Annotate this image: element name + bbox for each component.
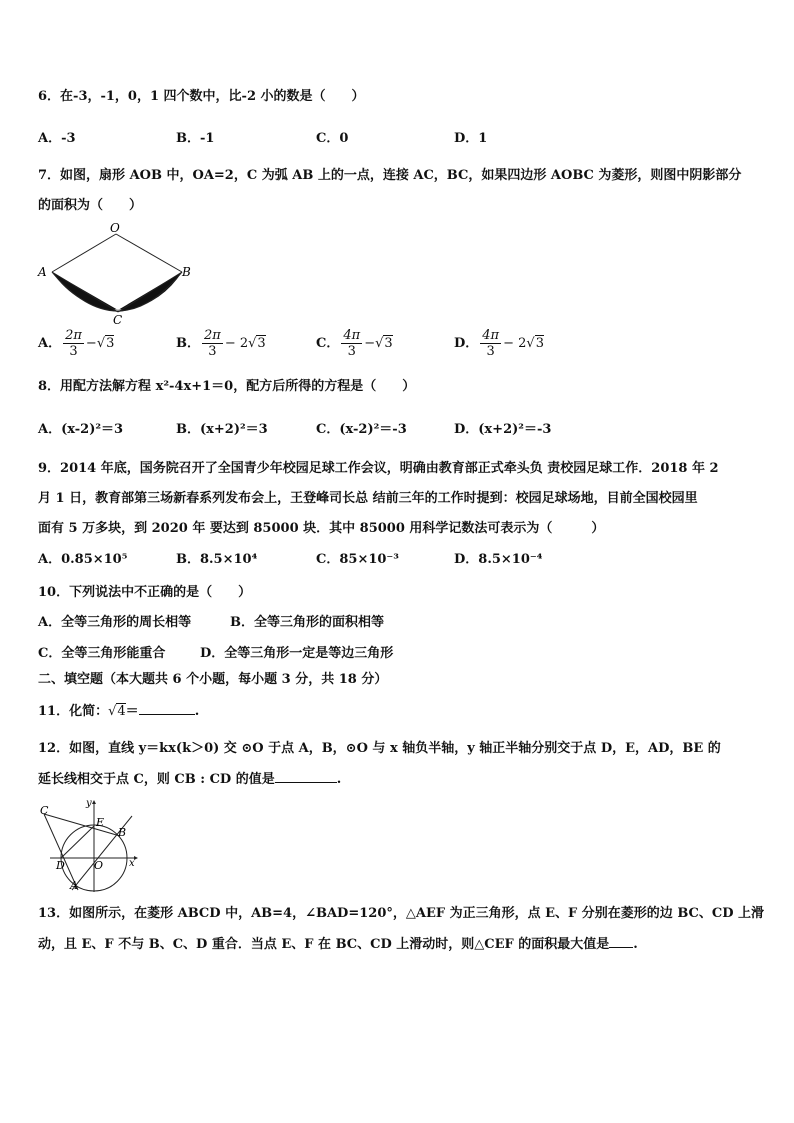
- q12-label-b: B: [118, 826, 127, 839]
- q7-edge-bc: [118, 272, 182, 312]
- q12-line2: 延长线相交于点 C，则 CB : CD 的值是 .: [38, 772, 342, 787]
- q12-label-c: C: [40, 804, 49, 817]
- q7-edge-ac: [52, 272, 118, 312]
- q9-option-b: B．8.5×10⁴: [176, 552, 258, 567]
- q9-line1: 9．2014 年底，国务院召开了全国青少年校园足球工作会议，明确由教育部正式牵头负 责校园足球工作．2018 年 2: [38, 461, 719, 476]
- q13-line2: 动，且 E、F 不与 B、C、D 重合．当点 E、F 在 BC、CD 上滑动时，则△CEF 的面积最大值是 .: [38, 937, 638, 952]
- q12-label-d: D: [56, 859, 65, 872]
- q9-option-a: A．0.85×10⁵: [38, 552, 128, 567]
- q10-option-b: B．全等三角形的面积相等: [230, 615, 384, 630]
- q12-label-a: A: [70, 879, 78, 892]
- q12-line-ed: [61, 826, 94, 858]
- q12-label-y: y: [86, 798, 92, 809]
- q7-label-c: C: [113, 313, 123, 326]
- q9-option-c: C．85×10⁻³: [316, 552, 399, 567]
- q10-option-c: C．全等三角形能重合: [38, 646, 166, 661]
- q7-option-c: C． $\frac{4\pi}{3}$ −√3: [316, 328, 393, 359]
- q7-option-d: D． $\frac{4\pi}{3}$ − 2√3: [454, 328, 544, 359]
- q7-stem-line1: 7．如图，扇形 AOB 中，OA=2，C 为弧 AB 上的一点，连接 AC，BC，如果四边形 AOBC 为菱形，则图中阴影部分: [38, 168, 742, 183]
- q11-stem: 11．化简：√4＝ .: [38, 704, 200, 719]
- q7-option-b: B． $\frac{2\pi}{3}$ − 2√3: [176, 328, 266, 359]
- q6-option-a: A．-3: [38, 131, 76, 146]
- q12-label-x: x: [129, 858, 135, 869]
- q10-stem: 10．下列说法中不正确的是（ ）: [38, 585, 252, 600]
- q7-label-o: O: [110, 222, 120, 235]
- q13-line1: 13．如图所示，在菱形 ABCD 中，AB=4，∠BAD=120°，△AEF 为正三角形，点 E、F 分别在菱形的边 BC、CD 上滑: [38, 906, 765, 921]
- q7-edge-ob: [116, 234, 182, 272]
- section-heading-fill-blank: 二、填空题（本大题共 6 个小题，每小题 3 分，共 18 分）: [38, 672, 388, 687]
- q12-label-e: E: [96, 816, 105, 829]
- q12-y-axis-arrow: [92, 800, 96, 804]
- q10-option-a: A．全等三角形的周长相等: [38, 615, 192, 630]
- q7-label-b: B: [182, 265, 191, 279]
- q7-option-a: A． $\frac{2\pi}{3}$ −√3: [38, 328, 115, 359]
- q12-circle-figure: [36, 796, 140, 894]
- q7-stem-line2: 的面积为（ ）: [38, 198, 143, 213]
- q12-answer-blank[interactable]: [275, 782, 337, 783]
- q6-option-d: D．1: [454, 131, 488, 146]
- q13-answer-blank[interactable]: [609, 947, 633, 948]
- q8-stem: 8．用配方法解方程 x²-4x+1＝0，配方后所得的方程是（ ）: [38, 379, 416, 394]
- q7-edge-oa: [52, 234, 116, 272]
- q9-option-d: D．8.5×10⁻⁴: [454, 552, 543, 567]
- q11-answer-blank[interactable]: [139, 714, 195, 715]
- q7-sector-figure: [36, 222, 196, 326]
- q6-stem: 6．在-3，-1，0，1 四个数中，比-2 小的数是（ ）: [38, 89, 365, 104]
- q12-line-ce: [44, 814, 120, 836]
- q12-line1: 12．如图，直线 y＝kx(k＞0) 交 ⊙O 于点 A，B，⊙O 与 x 轴负半轴，y 轴正半轴分别交于点 D，E，AD，BE 的: [38, 741, 721, 756]
- q8-option-d: D．(x+2)²＝-3: [454, 422, 552, 437]
- q6-option-b: B．-1: [176, 131, 215, 146]
- q9-line2: 月 1 日，教育部第三场新春系列发布会上，王登峰司长总 结前三年的工作时提到：校园足球场地，目前全国校园里: [38, 491, 698, 506]
- q9-line3: 面有 5 万多块，到 2020 年 要达到 85000 块．其中 85000 用科学记数法可表示为（ ）: [38, 521, 605, 536]
- q8-option-a: A．(x-2)²＝3: [38, 422, 124, 437]
- q6-option-c: C．0: [316, 131, 349, 146]
- q10-option-d: D．全等三角形一定是等边三角形: [200, 646, 394, 661]
- q8-option-b: B．(x+2)²＝3: [176, 422, 268, 437]
- q8-option-c: C．(x-2)²＝-3: [316, 422, 407, 437]
- q7-label-a: A: [38, 265, 47, 279]
- q12-label-o: O: [94, 859, 104, 872]
